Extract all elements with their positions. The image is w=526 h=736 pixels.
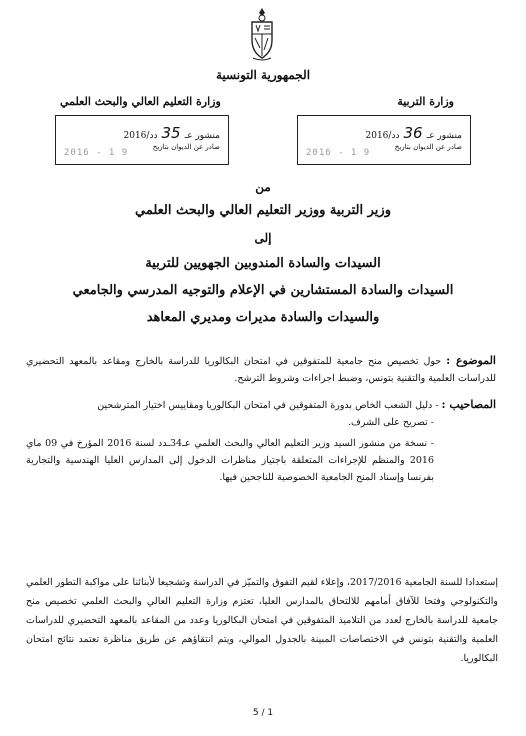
attachments-label: المصاحيب : — [441, 398, 496, 411]
circular-number: 36 — [403, 124, 423, 142]
republic-title: الجمهورية التونسية — [215, 68, 311, 82]
from-label: من — [255, 180, 271, 194]
circular-issued-label: صادر عن الديوان بتاريخ — [152, 143, 220, 151]
attachment-item-1: - دليل الشعب الخاص بدورة المتفوقين في امتحان البكالوريا ومقاييس اختيار المترشحين — [97, 400, 439, 411]
circular-box-education — [297, 115, 471, 165]
subject-text: حول تخصيص منح جامعية للمتفوقين في امتحان البكالوريا للدراسة بالخارج ومقاعد بالمعهد التحضيري للدراسات العلمية والتقنية بتونس، وضبط اجراءات وشروط الترشح. — [26, 356, 496, 384]
recipient-line-3: والسيدات والسادة مديرات ومديري المعاهد — [146, 310, 380, 325]
attachments-block — [26, 396, 496, 486]
date-stamp: 2016 - 1 9 — [64, 148, 129, 158]
circular-prefix: منشور عـ — [184, 131, 220, 141]
circular-number-line — [366, 124, 463, 142]
recipient-line-2: السيدات والسادة المستشارين في الإعلام والتوجيه المدرسي والجامعي — [72, 283, 454, 298]
circular-suffix: دد/2016 — [365, 131, 400, 141]
circular-issued-label: صادر عن الديوان بتاريخ — [394, 143, 462, 151]
date-stamp: 2016 - 1 9 — [306, 148, 371, 158]
circular-prefix: منشور عـ — [426, 131, 462, 141]
circular-number-line — [124, 124, 221, 142]
circular-box-higher-education — [55, 115, 229, 165]
circular-number: 35 — [161, 124, 181, 142]
page-number: 5 / 1 — [252, 708, 274, 718]
subject-block — [26, 352, 496, 387]
subject-label: الموضوع : — [446, 354, 496, 367]
ministry-higher-education: وزارة التعليم العالي والبحث العلمي — [60, 95, 221, 108]
to-label: إلى — [254, 231, 272, 245]
body-paragraph: إستعدادا للسنة الجامعية 2017/2016، وإعلاء لقيم التفوق والتميّز في الدراسة وتشجيعا لأبنائنا على مواكبة التطور العلمي والتكنولوجي وفتحا للآفاق أمامهم للالتحاق بالمدارس العليا، تعتزم وزارة التعليم العالي والبحث العلمي تخصيص منح جامعية للدراسة بالخارج لعدد من التلاميذ المتفوقين في امتحان البكالوريا وعدد من المقاعد بالمعهد التحضيري للدراسات العلمية والتقنية بتونس في الاختصاصات المبينة بالجدول الموالي، ويتم انتقاؤهم عن طريق مناظرة تعتمد نتائج امتحان البكالوريا. — [26, 577, 498, 664]
attachment-item-2: - تصريح على الشرف. — [347, 417, 434, 428]
recipient-line-1: السيدات والسادة المندوبين الجهويين للتربية — [145, 256, 381, 271]
attachment-item-3: - نسخة من منشور السيد وزير التعليم العالي والبحث العلمي عـ34ـدد لسنة 2016 المؤرخ في 09 ماي 2016 والمنظم للإجراءات المتعلقة باجتياز مناظرات الدخول إلى المدارس العليا الهندسية والتجارية بفرنسا وإسناد المنح الجامعية الخصوصية للناجحين فيها. — [26, 438, 434, 483]
circular-suffix: دد/2016 — [123, 131, 158, 141]
ministry-education: وزارة التربية — [397, 95, 454, 108]
tunisia-coat-of-arms-icon — [247, 6, 277, 62]
from-line: وزير التربية ووزير التعليم العالي والبحث العلمي — [135, 203, 391, 218]
